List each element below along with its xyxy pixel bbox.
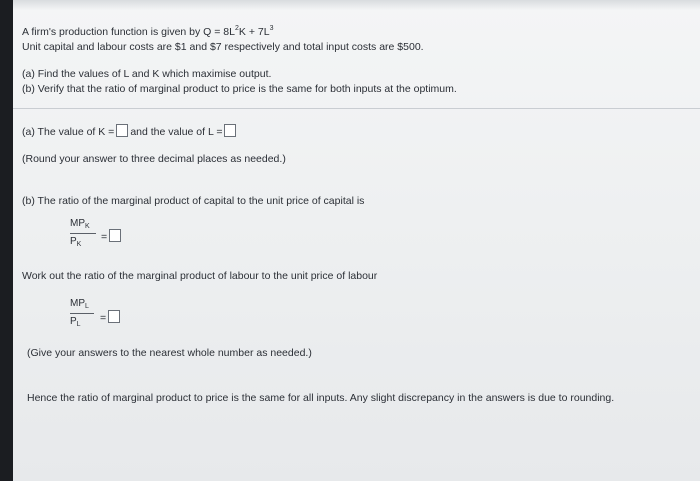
rounding-note-b: (Give your answers to the nearest whole number as needed.) bbox=[27, 347, 312, 359]
part-b-question: (b) Verify that the ratio of marginal product to price is the same for both inputs at the optimum. bbox=[22, 83, 457, 95]
mpl-equals: = bbox=[100, 310, 122, 324]
top-shade bbox=[13, 0, 700, 10]
answer-b-intro: (b) The ratio of the marginal product of capital to the unit price of capital is bbox=[22, 195, 365, 207]
part-a-question: (a) Find the values of L and K which maximise output. bbox=[22, 68, 272, 80]
mpk-ratio-input[interactable] bbox=[109, 229, 121, 242]
problem-line-2: Unit capital and labour costs are $1 and $7 respectively and total input costs are $500. bbox=[22, 41, 424, 53]
k-value-input[interactable] bbox=[116, 124, 128, 137]
mpk-equals: = bbox=[101, 229, 123, 243]
exponent-l: 2 bbox=[235, 25, 239, 32]
pk-denominator: $P_K$ bbox=[70, 236, 82, 248]
window-edge bbox=[0, 0, 13, 481]
mpk-numerator: $MP_K$ bbox=[70, 218, 90, 230]
k-label: (a) The value of K = bbox=[22, 126, 115, 138]
answer-a-row bbox=[22, 124, 238, 139]
fraction-bar bbox=[70, 233, 96, 234]
divider bbox=[13, 108, 700, 109]
exponent-l-cubed: 3 bbox=[269, 25, 274, 32]
function-text-mid: K + 7L bbox=[238, 26, 270, 38]
rounding-note-a: (Round your answer to three decimal places as needed.) bbox=[22, 153, 286, 165]
pl-denominator: $P_L$ bbox=[70, 316, 81, 328]
problem-line-1 bbox=[22, 22, 273, 39]
l-value-input[interactable] bbox=[224, 124, 236, 137]
labour-intro: Work out the ratio of the marginal product of labour to the unit price of labour bbox=[22, 270, 378, 282]
mpl-ratio-input[interactable] bbox=[108, 310, 120, 323]
conclusion-text: Hence the ratio of marginal product to price is the same for all inputs. Any slight discrepancy in the answers is due to rounding. bbox=[27, 392, 615, 404]
function-text: A firm's production function is given by Q = 8L bbox=[22, 26, 235, 38]
l-label: and the value of L = bbox=[130, 126, 223, 138]
fraction-bar bbox=[70, 313, 94, 314]
mpl-numerator: $MP_L$ bbox=[70, 298, 89, 310]
